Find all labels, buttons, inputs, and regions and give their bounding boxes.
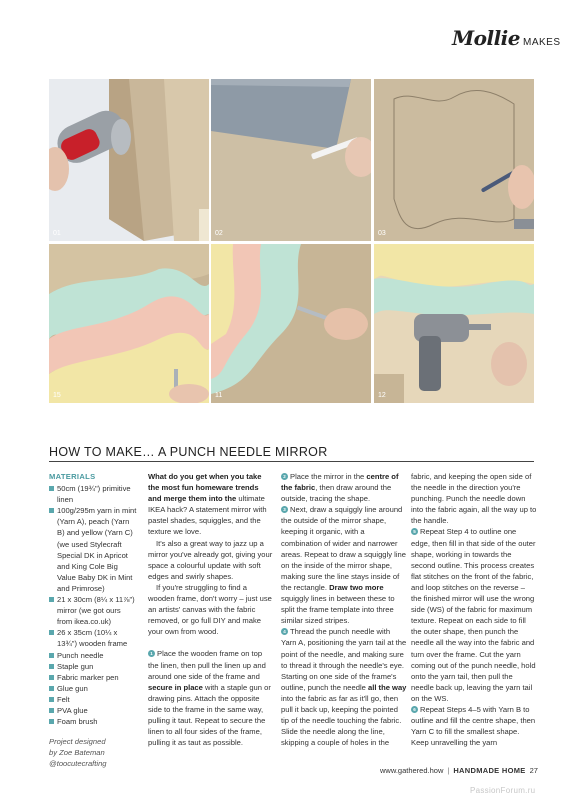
bullet-square-icon	[49, 664, 54, 669]
material-text: Fabric marker pen	[57, 672, 119, 682]
material-text: Felt	[57, 694, 70, 704]
step-text: Repeat Step 4 to outline one edge, then fill in that side of the outer shape, working in towards the second outline. This process creates flat stitches on the front of the fabric, and loop stitches on the reverse – the finished mirror will use the wrong side (WS) of the fabric for maximum texture. Repeat on each side to fill the outer shape, then punch the needle all the way into the fabric and turn over the frame. Cut the yarn coming out of the punch needle, hold onto the yarn tail, then pull the needle back up, leaving the yarn tail on the WS.	[411, 527, 536, 703]
bullet-square-icon	[49, 653, 54, 658]
material-item	[49, 483, 137, 505]
credit-handle: @toocutecrafting	[49, 759, 107, 769]
brand-suffix: MAKES	[523, 37, 561, 48]
steps-column-continued	[411, 471, 537, 748]
material-item	[49, 672, 137, 683]
credit-line: Project designed	[49, 737, 106, 747]
material-text: 26 x 35cm (10¼ x 13¾") wooden frame	[57, 628, 128, 649]
material-item	[49, 594, 137, 627]
step-text: into the fabric as far as it'll go, then pull it back up, keeping the pointed tip of the needle touching the fabric. Slide the needle along the line, skipping a couple of holes in the	[281, 693, 402, 748]
step-emphasis: secure in place	[148, 682, 203, 692]
step-badge: 03	[378, 230, 386, 237]
step-3	[281, 504, 407, 626]
step-2	[281, 471, 407, 504]
brand-header	[452, 26, 561, 50]
photo-grid	[49, 79, 534, 403]
bullet-square-icon	[49, 675, 54, 680]
materials-list	[49, 483, 137, 727]
material-item	[49, 716, 137, 727]
bullet-square-icon	[49, 486, 54, 491]
step-number-icon: 1	[148, 650, 155, 657]
bullet-square-icon	[49, 630, 54, 635]
step-badge: 11	[215, 392, 223, 399]
material-text: 21 x 30cm (8¼ x 11⅞") mirror (we got ours from ikea.co.uk)	[57, 595, 135, 627]
intro-column	[148, 471, 274, 748]
materials-heading: MATERIALS	[49, 472, 96, 481]
step-photo-glue-gun	[374, 244, 534, 403]
step-1	[148, 648, 274, 748]
step-emphasis: centre of the fabric	[281, 472, 399, 493]
material-item	[49, 505, 137, 594]
step-emphasis: all the way	[368, 682, 407, 692]
bullet-square-icon	[49, 719, 54, 724]
watermark: PassionForum.ru	[470, 786, 536, 795]
step-badge: 01	[53, 230, 61, 237]
material-text: 50cm (19¾") primitive linen	[57, 484, 131, 505]
footer-site-link[interactable]: www.gathered.how	[380, 766, 444, 775]
step-text: Repeat Steps 4–5 with Yarn B to outline and fill the centre shape, then Yarn C to fill the smallest shape. Keep unravelling the yarn	[411, 704, 536, 748]
steps-column	[281, 471, 407, 748]
material-item	[49, 683, 137, 694]
step-4-continued: fabric, and keeping the open side of the needle in the direction you're punching. Punch the needle down into the fabric again, all the way up to the handle.	[411, 472, 537, 526]
step-text: Thread the punch needle with Yarn A, positioning the yarn tail at the point of the needle, and making sure to thread it through the needle's eye. Starting on one side of the frame's outline, punch the needle	[281, 627, 407, 692]
step-number-icon: 2	[281, 473, 288, 480]
step-text: squiggly lines in between these to split the frame template into three similar sized stripes.	[281, 594, 395, 626]
footer-separator: |	[447, 766, 450, 775]
material-text: Glue gun	[57, 683, 88, 693]
step-text: Place the wooden frame on top the linen, then pull the linen up and around one side of the frame and	[148, 649, 266, 681]
bullet-square-icon	[49, 597, 54, 602]
material-text: 100g/295m yarn in mint (Yarn A), peach (Yarn B) and yellow (Yarn C) (we used Stylecraft Special DK in Apricot and King Cole Big Value Baby DK in Mint and Primrose)	[57, 506, 137, 593]
intro-paragraph: It's also a great way to jazz up a mirror you've already got, giving your space a colourful update with soft edges and swirly shapes.	[148, 538, 273, 581]
bullet-square-icon	[49, 697, 54, 702]
intro-rest: ultimate IKEA hack? A statement mirror with pastel shades, squiggles, and the texture we love.	[148, 494, 267, 537]
material-item	[49, 661, 137, 672]
material-item	[49, 650, 137, 661]
step-number-icon: 3	[281, 506, 288, 513]
step-5	[411, 526, 537, 704]
page-footer	[380, 766, 538, 775]
intro-lead: What do you get when you take the most fun homeware trends and merge them into the	[148, 472, 262, 504]
step-number-icon: 6	[411, 706, 418, 713]
step-4	[281, 626, 407, 748]
bullet-square-icon	[49, 508, 54, 513]
materials-column	[49, 471, 137, 769]
step-emphasis: Draw two more	[329, 582, 384, 592]
step-text: Next, draw a squiggly line around the outside of the mirror shape, keeping it organic, with a combination of wider and narrower areas. Repeat to draw a squiggly line on the inside of the mirror shape, making sure the line stays inside of the rectangle.	[281, 505, 406, 592]
material-text: Staple gun	[57, 661, 94, 671]
step-6	[411, 704, 537, 748]
step-text: , then draw around the outside, tracing the shape.	[281, 483, 392, 504]
step-text: Place the mirror in the	[290, 472, 365, 481]
step-photo-staple-gun	[49, 79, 209, 241]
bullet-square-icon	[49, 686, 54, 691]
step-badge: 12	[378, 392, 386, 399]
brand-logo: Mollie	[452, 26, 520, 50]
step-photo-trim-fabric	[211, 244, 371, 403]
designer-credit	[49, 736, 137, 769]
intro-paragraph	[148, 471, 274, 538]
step-badge: 02	[215, 230, 223, 237]
material-item	[49, 694, 137, 705]
page-number: 27	[529, 766, 538, 775]
step-photo-mirror-trace	[211, 79, 371, 241]
material-text: PVA glue	[57, 705, 88, 715]
material-text: Punch needle	[57, 650, 104, 660]
intro-paragraph: If you're struggling to find a wooden frame, don't worry – just use an artists' canvas with the fabric removed, or go full DIY and make your own from wood.	[148, 582, 272, 637]
material-item	[49, 705, 137, 716]
footer-magazine: HANDMADE HOME	[453, 766, 526, 775]
step-number-icon: 5	[411, 528, 418, 535]
step-text: with a staple gun or drawing pins. Attach the opposite side to the frame in the same way, pulling it taut. Repeat to secure the linen to all four sides of the frame, pulling it as taut as possible.	[148, 682, 271, 748]
step-number-icon: 4	[281, 628, 288, 635]
title-divider	[49, 461, 534, 462]
step-photo-draw-squiggles	[374, 79, 534, 241]
material-text: Foam brush	[57, 717, 98, 727]
step-photo-punched-stripes	[49, 244, 209, 403]
section-title: HOW TO MAKE… A PUNCH NEEDLE MIRROR	[49, 445, 328, 459]
credit-line: by Zoe Bateman	[49, 748, 105, 758]
bullet-square-icon	[49, 708, 54, 713]
material-item	[49, 627, 137, 649]
step-badge: 15	[53, 392, 61, 399]
